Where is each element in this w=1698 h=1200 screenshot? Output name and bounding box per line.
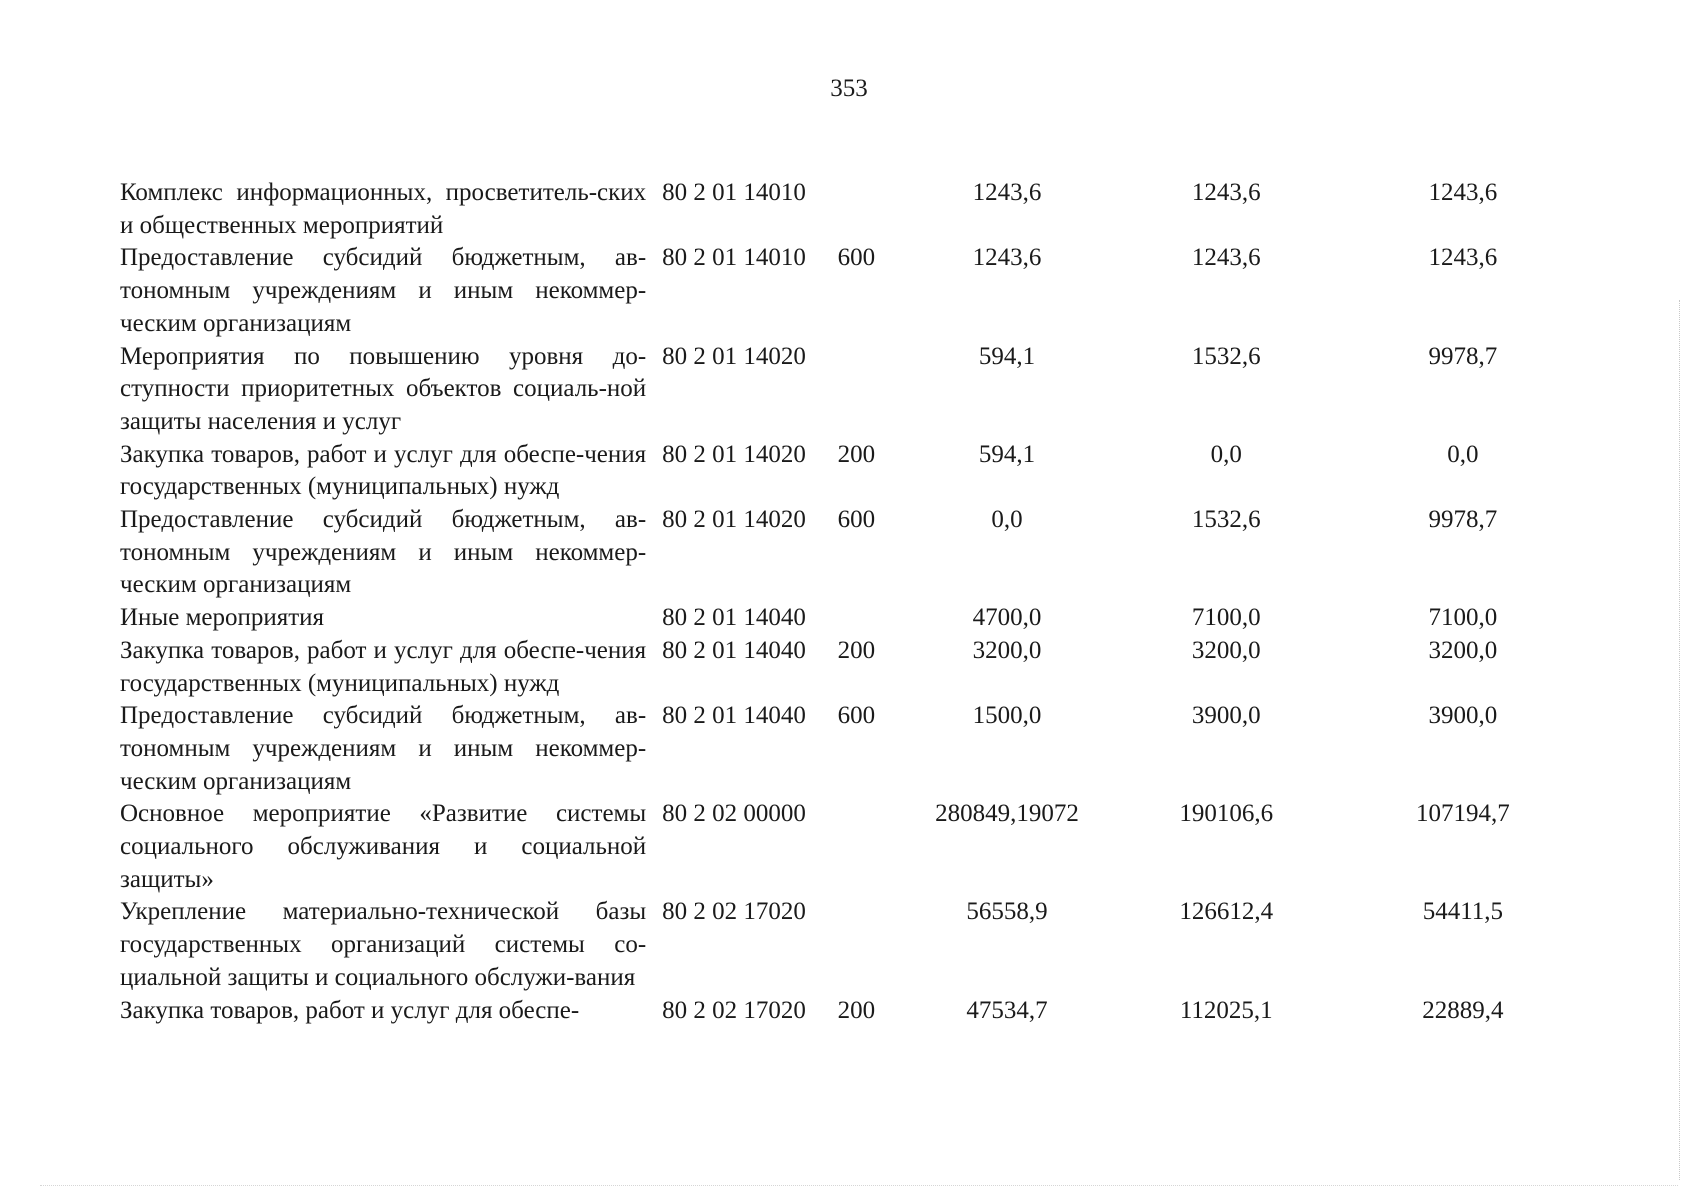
row-name: Предоставление субсидий бюджетным, ав-тономным учреждениям и иным некоммер-ческим организациям	[120, 702, 647, 795]
row-value-2: 190106,6	[1179, 800, 1274, 828]
row-value-1: 56558,9	[966, 898, 1048, 926]
row-value-1: 594,1	[978, 440, 1036, 468]
row-code: 80 2 01 14020	[662, 506, 806, 534]
row-code: 80 2 02 00000	[662, 800, 806, 828]
row-name: Мероприятия по повышению уровня до-ступности приоритетных объектов социаль-ной защиты населения и услуг	[120, 342, 647, 435]
row-value-1: 1243,6	[972, 179, 1042, 206]
row-value-3: 9978,7	[1428, 342, 1498, 370]
row-value-3: 0,0	[1447, 440, 1479, 468]
row-expense-type: 600	[837, 244, 876, 272]
table-row	[120, 177, 1580, 242]
row-name: Укрепление материально-технической базы государственных организаций системы со-циальной защиты и социального обслужи-вания	[120, 898, 647, 991]
row-value-3: 1243,6	[1428, 244, 1498, 272]
row-value-3: 9978,7	[1428, 506, 1498, 534]
row-name: Предоставление субсидий бюджетным, ав-тономным учреждениям и иным некоммер-ческим организациям	[120, 506, 647, 599]
row-value-2: 0,0	[1210, 440, 1242, 468]
table-row	[120, 635, 1580, 700]
row-value-3: 54411,5	[1422, 898, 1504, 926]
row-code: 80 2 01 14010	[662, 179, 806, 206]
row-code: 80 2 01 14040	[662, 636, 806, 664]
row-value-2: 3200,0	[1191, 636, 1261, 664]
row-name: Иные мероприятия	[120, 604, 325, 632]
row-name: Предоставление субсидий бюджетным, ав-тономным учреждениям и иным некоммер-ческим организациям	[120, 244, 647, 337]
row-name: Закупка товаров, работ и услуг для обеспе-чения государственных (муниципальных) нужд	[120, 636, 647, 697]
budget-table	[120, 177, 1580, 1027]
table-row	[120, 504, 1580, 602]
row-name: Комплекс информационных, просветитель-ских и общественных мероприятий	[120, 179, 647, 239]
row-value-1: 1243,6	[972, 244, 1042, 272]
row-expense-type: 200	[837, 440, 876, 468]
row-value-1: 280849,19072	[935, 800, 1079, 828]
row-value-2: 1532,6	[1191, 342, 1261, 370]
table-row	[120, 439, 1580, 504]
row-name: Закупка товаров, работ и услуг для обеспе-	[120, 996, 580, 1024]
row-value-3: 1243,6	[1428, 179, 1498, 206]
row-value-1: 3200,0	[972, 636, 1042, 664]
row-value-3: 22889,4	[1422, 996, 1504, 1024]
scan-bottom-mark	[40, 1184, 1678, 1186]
row-value-3: 3900,0	[1428, 702, 1498, 730]
row-value-1: 1500,0	[972, 702, 1042, 730]
row-value-2: 3900,0	[1191, 702, 1261, 730]
row-value-1: 4700,0	[972, 604, 1042, 632]
row-value-1: 47534,7	[966, 996, 1048, 1024]
row-value-2: 126612,4	[1179, 898, 1274, 926]
row-name: Закупка товаров, работ и услуг для обеспе-чения государственных (муниципальных) нужд	[120, 440, 647, 501]
row-expense-type: 600	[837, 506, 876, 534]
scan-edge-mark	[1678, 300, 1680, 1180]
table-row	[120, 798, 1580, 896]
row-code: 80 2 01 14040	[662, 604, 806, 632]
row-value-2: 1532,6	[1191, 506, 1261, 534]
row-value-1: 0,0	[991, 506, 1023, 534]
table-row	[120, 602, 1580, 635]
row-value-2: 1243,6	[1191, 179, 1261, 206]
row-code: 80 2 02 17020	[662, 898, 806, 926]
row-value-3: 3200,0	[1428, 636, 1498, 664]
row-expense-type: 600	[837, 702, 876, 730]
row-expense-type: 200	[837, 636, 876, 664]
table-row	[120, 896, 1580, 994]
row-value-2: 7100,0	[1191, 604, 1261, 632]
row-code: 80 2 01 14040	[662, 702, 806, 730]
row-code: 80 2 02 17020	[662, 996, 806, 1024]
table-row	[120, 700, 1580, 798]
row-name: Основное мероприятие «Развитие системы социального обслуживания и социальной защиты»	[120, 800, 647, 893]
row-value-1: 594,1	[978, 342, 1036, 370]
table-row	[120, 995, 1580, 1028]
row-value-3: 107194,7	[1416, 800, 1510, 828]
row-expense-type: 200	[837, 996, 876, 1024]
page-number: 353	[830, 75, 868, 102]
row-code: 80 2 01 14020	[662, 342, 806, 370]
table-row	[120, 242, 1580, 340]
row-value-2: 112025,1	[1179, 996, 1273, 1024]
row-code: 80 2 01 14010	[662, 244, 806, 272]
row-value-2: 1243,6	[1191, 244, 1261, 272]
row-value-3: 7100,0	[1428, 604, 1498, 632]
table-row	[120, 341, 1580, 439]
row-code: 80 2 01 14020	[662, 440, 806, 468]
